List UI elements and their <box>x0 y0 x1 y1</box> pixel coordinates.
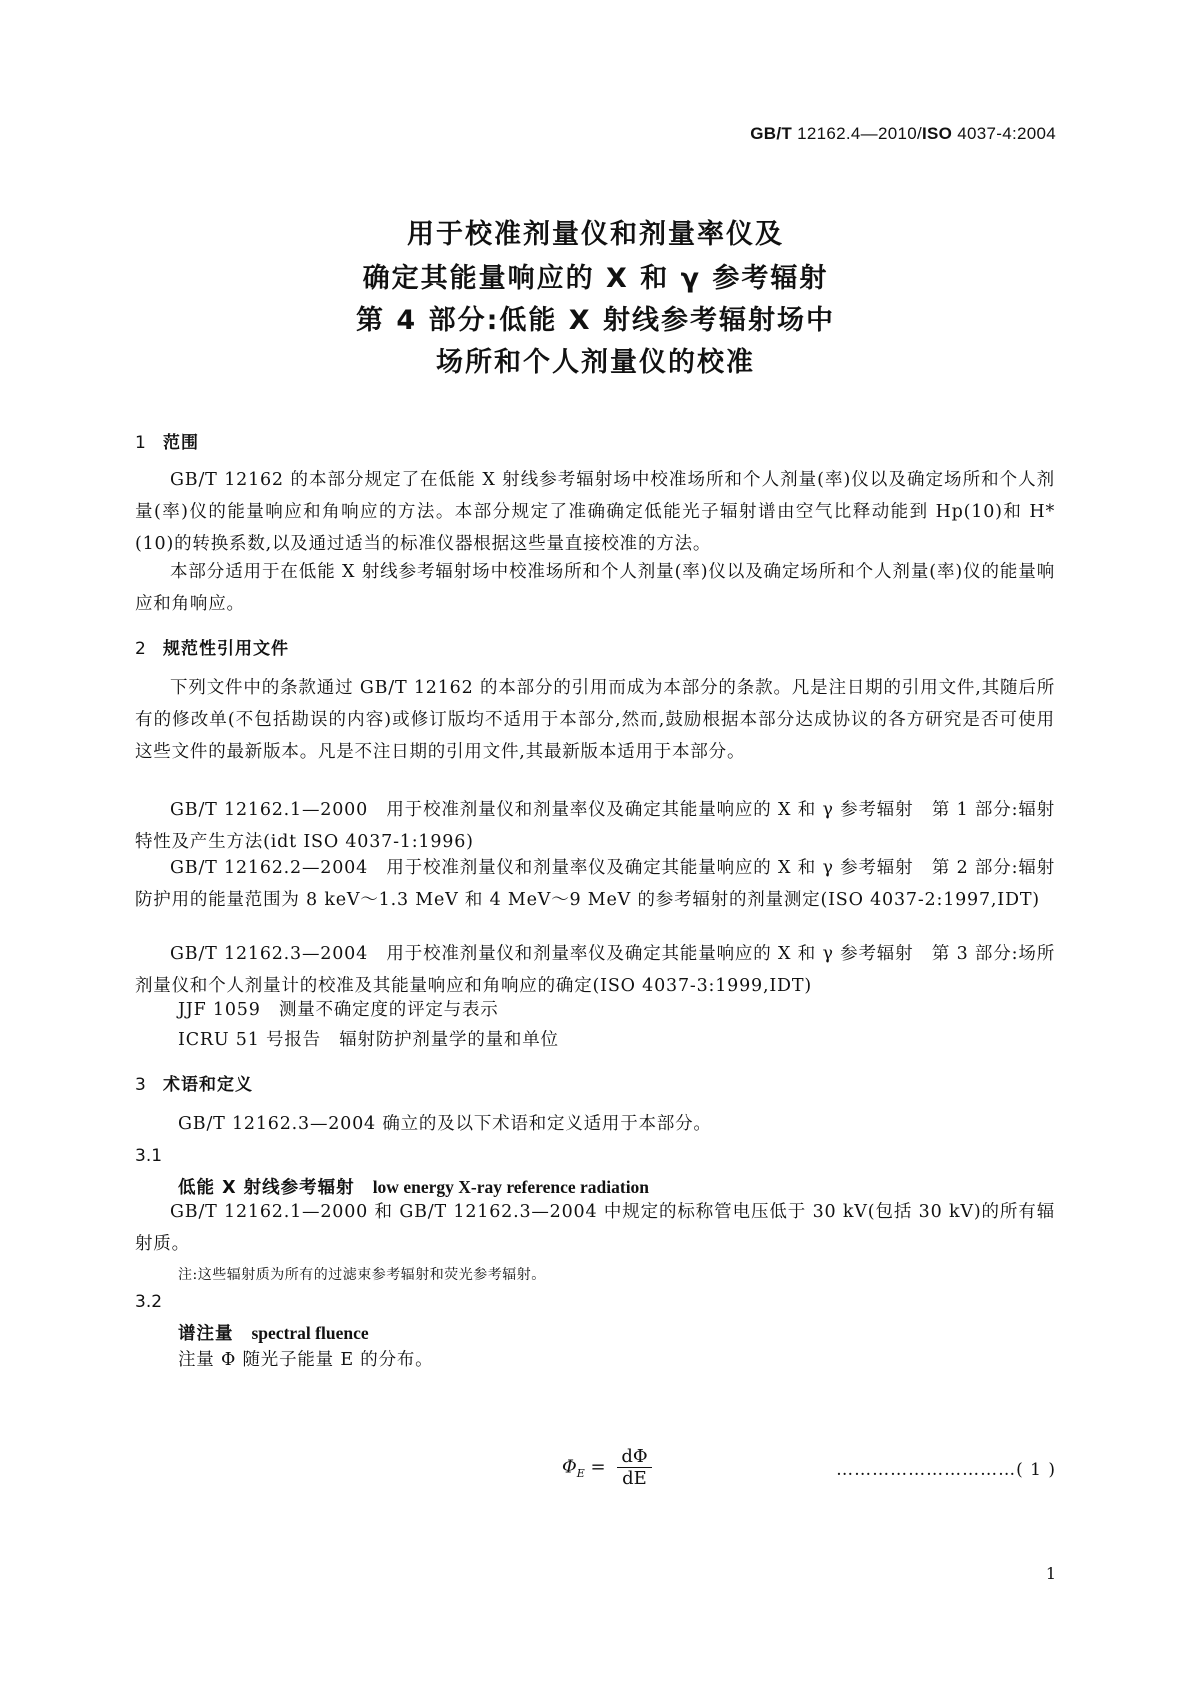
definition-3-2: 注量 Φ 随光子能量 E 的分布。 <box>178 1350 434 1370</box>
reference-3: GB/T 12162.3—2004 用于校准剂量仪和剂量率仪及确定其能量响应的 X 和 γ 参考辐射 第 3 部分:场所剂量仪和个人剂量计的校准及其能量响应和角响应的确定(ISO 4037-3:1999,IDT) <box>135 944 1055 996</box>
section-1-paragraph-2: 本部分适用于在低能 X 射线参考辐射场中校准场所和个人剂量(率)仪以及确定场所和个人剂量(率)仪的能量响应和角响应。 <box>135 562 1055 614</box>
section-1-paragraph-1: GB/T 12162 的本部分规定了在低能 X 射线参考辐射场中校准场所和个人剂量(率)仪以及确定场所和个人剂量(率)仪的能量响应和角响应的方法。本部分规定了准确确定低能光子辐射谱由空气比释动能到 Hp(10)和 H*(10)的转换系数,以及通过适当的标准仪器根据这些量直接校准的方法。 <box>135 470 1055 554</box>
title-line-2: 确定其能量响应的 X 和 γ 参考辐射 <box>362 263 829 294</box>
section-2-title: 规范性引用文件 <box>163 639 289 659</box>
section-1-title: 范围 <box>163 433 199 453</box>
reference-1: GB/T 12162.1—2000 用于校准剂量仪和剂量率仪及确定其能量响应的 X 和 γ 参考辐射 第 1 部分:辐射特性及产生方法(idt ISO 4037-1:1996) <box>135 800 1055 852</box>
formula-lhs: Φ <box>562 1456 577 1478</box>
section-1-number: 1 <box>135 433 147 453</box>
formula-equals: = <box>590 1456 606 1478</box>
page-number: 1 <box>1045 1564 1056 1583</box>
subsection-3-1-number: 3.1 <box>135 1146 163 1166</box>
section-3-number: 3 <box>135 1075 147 1095</box>
term-3-2-zh: 谱注量 <box>178 1324 234 1344</box>
title-line-4: 场所和个人剂量仪的校准 <box>436 347 755 378</box>
std-iso: ISO <box>922 124 953 143</box>
term-3-1-en: low energy X-ray reference radiation <box>372 1177 650 1197</box>
title-line-3: 第 4 部分:低能 X 射线参考辐射场中 <box>356 305 835 336</box>
section-3-title: 术语和定义 <box>163 1075 253 1095</box>
formula-1 <box>562 1446 652 1489</box>
section-1-heading <box>135 428 199 453</box>
definition-3-1: GB/T 12162.1—2000 和 GB/T 12162.3—2004 中规定的标称管电压低于 30 kV(包括 30 kV)的所有辐射质。 <box>135 1202 1055 1254</box>
section-3-paragraph-1: GB/T 12162.3—2004 确立的及以下术语和定义适用于本部分。 <box>178 1114 712 1134</box>
equation-number: …………………………( 1 ) <box>836 1460 1056 1480</box>
section-2-heading <box>135 634 289 659</box>
title-line-1: 用于校准剂量仪和剂量率仪及 <box>407 219 784 250</box>
reference-4: JJF 1059 测量不确定度的评定与表示 <box>178 1000 499 1020</box>
standard-code <box>750 124 1056 144</box>
term-3-2 <box>178 1320 369 1345</box>
formula-fraction <box>617 1446 651 1489</box>
section-2-paragraph-1: 下列文件中的条款通过 GB/T 12162 的本部分的引用而成为本部分的条款。凡是注日期的引用文件,其随后所有的修改单(不包括勘误的内容)或修订版均不适用于本部分,然而,鼓励根据本部分达成协议的各方研究是否可使用这些文件的最新版本。凡是不注日期的引用文件,其最新版本适用于本部分。 <box>135 678 1055 762</box>
term-3-1-zh: 低能 X 射线参考辐射 <box>178 1178 355 1198</box>
subsection-3-2-number: 3.2 <box>135 1292 163 1312</box>
std-num: 12162.4—2010/ <box>797 124 922 143</box>
formula-numerator: dΦ <box>617 1446 651 1468</box>
formula-lhs-subscript: E <box>576 1467 585 1481</box>
formula-denominator: dE <box>622 1468 647 1489</box>
std-iso-num: 4037-4:2004 <box>957 124 1056 143</box>
std-gb: GB/T <box>750 124 793 143</box>
term-3-2-en: spectral fluence <box>251 1323 369 1343</box>
section-3-heading <box>135 1070 253 1095</box>
note-3-1: 注:这些辐射质为所有的过滤束参考辐射和荧光参考辐射。 <box>178 1267 546 1283</box>
reference-2: GB/T 12162.2—2004 用于校准剂量仪和剂量率仪及确定其能量响应的 X 和 γ 参考辐射 第 2 部分:辐射防护用的能量范围为 8 keV～1.3 MeV 和 4 MeV～9 MeV 的参考辐射的剂量测定(ISO 4037-2:1997,IDT) <box>135 858 1055 910</box>
reference-5: ICRU 51 号报告 辐射防护剂量学的量和单位 <box>178 1030 559 1050</box>
section-2-number: 2 <box>135 639 147 659</box>
